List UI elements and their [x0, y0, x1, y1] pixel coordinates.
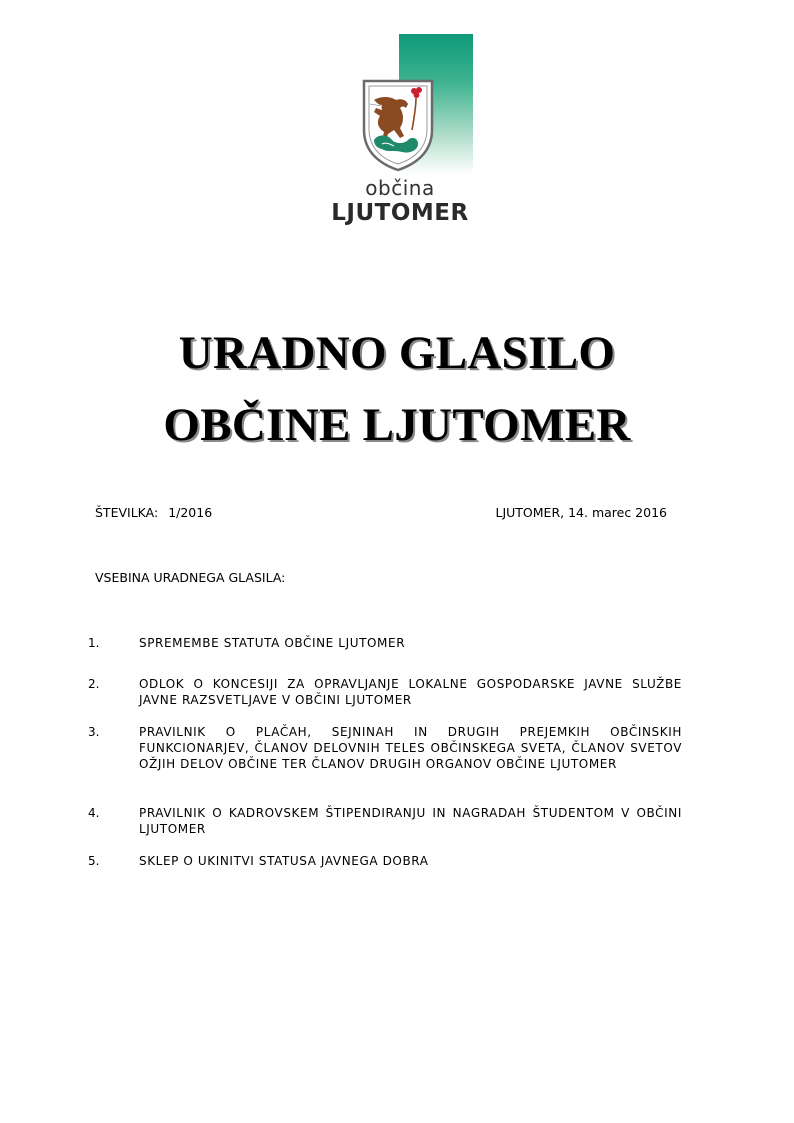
document-title-line-1: URADNO GLASILO: [178, 327, 616, 379]
contents-heading: VSEBINA URADNEGA GLASILA:: [95, 570, 286, 585]
list-item-text: SPREMEMBE STATUTA OBČINE LJUTOMER: [139, 636, 406, 650]
issue-number-label: ŠTEVILKA:: [95, 505, 159, 520]
issue-number-value: 1/2016: [168, 505, 213, 520]
logo-ljutomer-text: LJUTOMER: [331, 200, 469, 226]
list-item-number: 4.: [88, 806, 100, 820]
issue-place-date: LJUTOMER, 14. marec 2016: [495, 505, 667, 520]
list-item-text: SKLEP O UKINITVI STATUSA JAVNEGA DOBRA: [139, 854, 429, 868]
document-title-line-2: OBČINE LJUTOMER: [163, 399, 631, 451]
list-item-number: 2.: [88, 677, 100, 691]
municipality-logo: [320, 34, 495, 239]
list-item-text: ODLOK O KONCESIJI ZA OPRAVLJANJE LOKALNE GOSPODARSKE JAVNE SLUŽBE JAVNE RAZSVETLJAVE V OBČINI LJUTOMER: [139, 677, 682, 707]
issue-number: [95, 505, 212, 520]
list-item-text: PRAVILNIK O PLAČAH, SEJNINAH IN DRUGIH PREJEMKIH OBČINSKIH FUNKCIONARJEV, ČLANOV DELOVNIH TELES OBČINSKEGA SVETA, ČLANOV SVETOV OŽJIH DELOV OBČINE TER ČLANOV DRUGIH ORGANOV OBČINE LJUTOMER: [139, 725, 682, 771]
list-item-number: 1.: [88, 636, 100, 650]
coat-of-arms-icon: [360, 78, 436, 172]
logo-obcina-text: občina: [365, 176, 435, 200]
list-item-number: 3.: [88, 725, 100, 739]
list-item-text: PRAVILNIK O KADROVSKEM ŠTIPENDIRANJU IN NAGRADAH ŠTUDENTOM V OBČINI LJUTOMER: [139, 806, 682, 836]
list-item-number: 5.: [88, 854, 100, 868]
